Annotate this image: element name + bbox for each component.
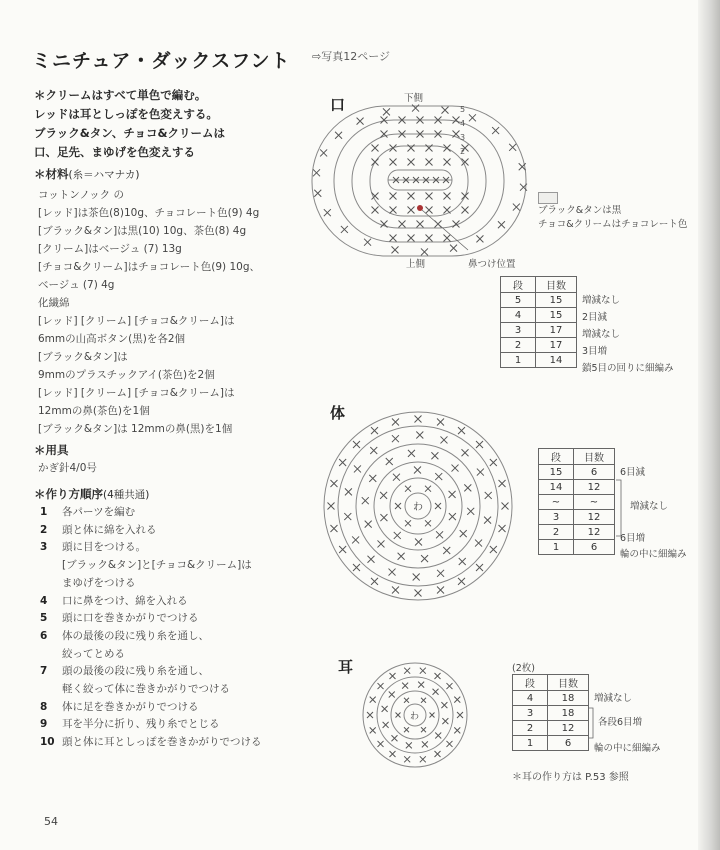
step-row: 1 各パーツを編む xyxy=(40,506,136,518)
material-line: [ブラック&タン]は xyxy=(38,351,128,363)
body-stitch-diagram xyxy=(318,408,518,608)
table-row: 5 15 xyxy=(501,293,577,308)
round-mark-2: 2 xyxy=(460,147,466,156)
stitch-x xyxy=(457,712,463,718)
stitch-x xyxy=(440,436,447,443)
stitch-x xyxy=(435,503,441,509)
stitch-x xyxy=(443,547,450,554)
stitch-x xyxy=(458,427,465,434)
stitch-x xyxy=(452,465,459,472)
stitch-x xyxy=(462,449,469,456)
stitch-x xyxy=(330,480,337,487)
mouth-note-5: 増減なし xyxy=(582,295,621,306)
table-row: 2 17 xyxy=(501,338,577,353)
step-row: 軽く絞って体に巻きかがりでつける xyxy=(62,683,230,696)
stitch-x xyxy=(499,525,506,532)
stitch-x xyxy=(398,553,405,560)
stitch-x xyxy=(444,207,451,214)
body-bracket xyxy=(616,478,626,538)
stitch-x xyxy=(390,145,397,152)
ear-bracket xyxy=(588,706,598,740)
stitch-x xyxy=(421,727,426,732)
stitch-x xyxy=(441,702,447,708)
material-line: [クリーム]はベージュ (7) 13g xyxy=(38,243,182,255)
body-magic-ring: わ xyxy=(413,502,423,513)
stitch-x xyxy=(372,145,379,152)
stitch-x xyxy=(377,540,384,547)
stitch-x xyxy=(433,689,439,695)
stitch-x xyxy=(371,427,378,434)
step-row: 絞ってとめる xyxy=(62,647,125,660)
mouth-bottom-side: 上側 xyxy=(406,259,426,270)
photo-page-reference: ⇨写真12ページ xyxy=(312,50,390,63)
stitch-x xyxy=(513,204,520,211)
stitch-x xyxy=(430,713,435,718)
stitch-x xyxy=(415,416,422,423)
step-row: 6 体の最後の段に残り糸を通し、 xyxy=(40,629,209,642)
stitch-x xyxy=(464,484,471,491)
ear-footnote: ＊耳の作り方は P.53 参照 xyxy=(512,772,629,783)
stitch-x xyxy=(408,159,415,166)
stitch-x xyxy=(492,127,499,134)
stitch-x xyxy=(389,691,395,697)
stitch-x xyxy=(509,144,516,151)
tools-value: かぎ針4/0号 xyxy=(38,462,97,474)
body-note-decrease: 6目減 xyxy=(620,467,646,478)
step-row: 10 頭と体に耳としっぽを巻きかがりでつける xyxy=(40,736,262,749)
stitch-x xyxy=(313,169,320,176)
round-mark-4: 4 xyxy=(460,119,466,128)
color-legend: ブラック&タンは黒 チョコ&クリームはチョコレート色 xyxy=(538,205,688,230)
stitch-x xyxy=(421,555,428,562)
stitch-x xyxy=(378,741,384,747)
stitch-x xyxy=(391,246,398,253)
note-line: 口、足先、まゆげを色変えする xyxy=(34,145,195,159)
stitch-x xyxy=(469,114,476,121)
step-row: 5 頭に口を巻きかがりでつける xyxy=(40,612,199,625)
stitch-x xyxy=(421,698,426,703)
material-line: ベージュ (7) 4g xyxy=(38,279,115,291)
stitch-x xyxy=(369,475,376,482)
nose-position-label: 鼻つけ位置 xyxy=(468,259,516,270)
stitch-x xyxy=(467,508,474,515)
book-spine-shadow xyxy=(698,0,720,850)
stitch-x xyxy=(408,235,415,242)
materials-heading: ＊材料(糸＝ハマナカ) xyxy=(34,167,140,181)
stitch-x xyxy=(404,668,410,674)
ear-count: (2枚) xyxy=(512,663,535,674)
stitch-x xyxy=(405,486,411,492)
body-note-ring: 輪の中に細編み xyxy=(620,549,687,560)
stitch-x xyxy=(352,536,359,543)
stitch-x xyxy=(476,235,483,242)
stitch-x xyxy=(415,538,422,545)
stitch-x xyxy=(442,107,449,114)
stitch-x xyxy=(425,520,431,526)
ear-magic-ring: わ xyxy=(410,712,420,722)
stitch-x xyxy=(453,117,460,124)
stitch-x xyxy=(484,517,491,524)
stitch-x xyxy=(431,452,438,459)
step-row: 9 耳を半分に折り、残り糸でとじる xyxy=(40,718,220,731)
color-legend-swatch xyxy=(538,192,558,204)
material-line: 9mmのプラスチックアイ(茶色)を2個 xyxy=(38,369,215,381)
stitch-x xyxy=(435,751,441,757)
stitch-x xyxy=(444,159,451,166)
material-line: [レッド] [クリーム] [チョコ&クリーム]は xyxy=(38,387,235,399)
stitch-x xyxy=(437,570,444,577)
stitch-x xyxy=(502,503,509,510)
stitch-x xyxy=(422,741,428,747)
material-line: 化繊綿 xyxy=(38,297,70,309)
ear-note-increase: 各段6目増 xyxy=(598,717,643,728)
stitch-x xyxy=(367,556,374,563)
stitch-x xyxy=(390,207,397,214)
stitch-x xyxy=(328,503,335,510)
table-row: 3 12 xyxy=(539,510,615,525)
table-row: 15 6 xyxy=(539,465,615,480)
stitch-x xyxy=(490,546,497,553)
round-mark-5: 5 xyxy=(460,105,466,114)
tools-heading: ＊用具 xyxy=(34,443,69,457)
stitch-x xyxy=(330,525,337,532)
stitch-x xyxy=(370,447,377,454)
body-round-table xyxy=(538,448,615,555)
steps-list xyxy=(40,504,262,752)
stitch-x xyxy=(391,735,397,741)
stitch-x xyxy=(371,578,378,585)
stitch-x xyxy=(450,245,457,252)
stitch-x xyxy=(372,159,379,166)
mouth-note-2: 3目増 xyxy=(582,346,608,357)
stitch-x xyxy=(416,432,423,439)
page-title: ミニチュア・ダックスフント xyxy=(32,50,291,72)
stitch-x xyxy=(404,698,409,703)
stitch-x xyxy=(446,683,452,689)
stitch-x xyxy=(421,248,428,255)
step-row: 4 口に鼻をつけ、綿を入れる xyxy=(40,594,188,607)
table-row: 3 17 xyxy=(501,323,577,338)
material-line: [レッド]は茶色(8)10g、チョコレート色(9) 4g xyxy=(38,207,260,219)
material-line: 12mmの鼻(茶色)を1個 xyxy=(38,405,150,417)
stitch-x xyxy=(435,733,441,739)
stitch-x xyxy=(365,521,372,528)
stitch-x xyxy=(475,540,482,547)
stitch-x xyxy=(426,159,433,166)
step-row: 7 頭の最後の段に残り糸を通し、 xyxy=(40,665,209,678)
stitch-x xyxy=(339,459,346,466)
round-mark-3: 3 xyxy=(460,133,466,142)
stitch-x xyxy=(426,235,433,242)
mouth-note-3: 増減なし xyxy=(582,329,621,340)
stitch-x xyxy=(362,497,369,504)
mouth-round-table xyxy=(500,276,577,368)
stitch-x xyxy=(390,193,397,200)
materials-list xyxy=(38,186,260,438)
material-line: [レッド] [クリーム] [チョコ&クリーム]は xyxy=(38,315,235,327)
ear-note-ring: 輪の中に細編み xyxy=(594,743,661,754)
stitch-x xyxy=(353,564,360,571)
stitch-x xyxy=(435,673,441,679)
stitch-x xyxy=(380,514,387,521)
stitch-x xyxy=(498,221,505,228)
stitch-x xyxy=(454,727,460,733)
body-note-nochange: 増減なし xyxy=(630,501,669,512)
stitch-x xyxy=(393,474,400,481)
material-line: コットンノック の xyxy=(38,189,124,201)
mouth-stitch-diagram xyxy=(300,100,540,260)
stitch-x xyxy=(420,756,426,762)
stitch-x xyxy=(458,578,465,585)
ear-round-table xyxy=(512,674,589,751)
stitch-x xyxy=(405,520,411,526)
body-note-increase: 6目増 xyxy=(620,533,646,544)
stitch-x xyxy=(392,587,399,594)
stitch-x xyxy=(335,132,342,139)
stitch-x xyxy=(436,531,443,538)
material-line: [チョコ&クリーム]はチョコレート色(9) 10g、 xyxy=(38,261,260,273)
stitch-x xyxy=(341,226,348,233)
table-row: 1 14 xyxy=(501,353,577,368)
stitch-x xyxy=(390,159,397,166)
stitch-x xyxy=(446,741,452,747)
stitch-x xyxy=(390,235,397,242)
stitch-x xyxy=(414,467,421,474)
stitch-x xyxy=(380,492,387,499)
table-row: 4 18 xyxy=(513,691,589,706)
stitch-x xyxy=(499,480,506,487)
stitch-x xyxy=(392,418,399,425)
stitch-x xyxy=(444,193,451,200)
stitch-x xyxy=(437,587,444,594)
ear-stitch-diagram xyxy=(360,660,470,770)
stitch-x xyxy=(357,118,364,125)
stitch-x xyxy=(418,682,424,688)
table-row: 2 12 xyxy=(539,525,615,540)
stitch-x xyxy=(454,697,460,703)
step-row: 3 頭に目をつける。 xyxy=(40,541,146,554)
ear-label: 耳 xyxy=(338,658,354,676)
stitch-x xyxy=(406,742,412,748)
stitch-x xyxy=(404,756,410,762)
table-header-row: 段 目数 xyxy=(513,675,589,691)
mouth-top-side: 下側 xyxy=(404,93,424,104)
ear-note-nochange: 増減なし xyxy=(594,693,633,704)
step-row: まゆげをつける xyxy=(62,576,136,589)
page-number: 54 xyxy=(44,815,58,828)
stitch-x xyxy=(408,193,415,200)
table-row: 2 12 xyxy=(513,721,589,736)
stitch-x xyxy=(345,488,352,495)
stitch-x xyxy=(389,569,396,576)
stitch-x xyxy=(324,209,331,216)
stitch-x xyxy=(392,435,399,442)
stitch-x xyxy=(370,697,376,703)
stitch-x xyxy=(460,530,467,537)
stitch-x xyxy=(370,727,376,733)
stitch-x xyxy=(476,564,483,571)
stitch-x xyxy=(435,473,442,480)
stitch-x xyxy=(459,558,466,565)
stitch-x xyxy=(408,207,415,214)
stitch-x xyxy=(353,441,360,448)
table-row: ~ ~ xyxy=(539,495,615,510)
color-notes xyxy=(34,86,225,162)
stitch-x xyxy=(476,441,483,448)
mouth-label: 口 xyxy=(330,96,346,114)
stitch-x xyxy=(344,513,351,520)
stitch-x xyxy=(477,469,484,476)
material-line: 6mmの山高ボタン(黒)を各2個 xyxy=(38,333,186,345)
stitch-x xyxy=(490,459,497,466)
stitch-x xyxy=(426,193,433,200)
stitch-x xyxy=(382,706,388,712)
stitch-x xyxy=(378,683,384,689)
stitch-x xyxy=(364,239,371,246)
step-row: [ブラック&タン]と[チョコ&クリーム]は xyxy=(62,559,252,572)
stitch-x xyxy=(462,207,469,214)
stitch-x xyxy=(413,573,420,580)
stitch-x xyxy=(354,465,361,472)
stitch-x xyxy=(394,532,401,539)
stitch-x xyxy=(485,492,492,499)
stitch-x xyxy=(390,673,396,679)
stitch-x xyxy=(437,418,444,425)
table-row: 4 15 xyxy=(501,308,577,323)
body-label: 体 xyxy=(330,404,346,422)
stitch-x xyxy=(425,486,431,492)
stitch-x xyxy=(320,149,327,156)
table-header-row: 段 目数 xyxy=(539,449,615,465)
stitch-x xyxy=(383,108,390,115)
stitch-x xyxy=(420,668,426,674)
stitch-x xyxy=(404,727,409,732)
stitch-x xyxy=(415,590,422,597)
stitch-x xyxy=(372,207,379,214)
stitch-x xyxy=(417,221,424,228)
note-line: ブラック&タン、チョコ&クリームは xyxy=(34,126,226,140)
stitch-x xyxy=(339,546,346,553)
mouth-note-4: 2目減 xyxy=(582,312,608,323)
mouth-note-1: 鎖5目の回りに細編み xyxy=(582,363,674,374)
note-line: ＊クリームはすべて単色で編む。 xyxy=(34,88,207,102)
stitch-x xyxy=(399,221,406,228)
stitch-x xyxy=(449,513,456,520)
table-row: 1 6 xyxy=(539,540,615,555)
stitch-x xyxy=(462,193,469,200)
material-line: [ブラック&タン]は黒(10) 10g、茶色(8) 4g xyxy=(38,225,247,237)
stitch-x xyxy=(314,190,321,197)
steps-heading: ＊作り方順序(4種共通) xyxy=(34,487,150,501)
step-row: 2 頭と体に綿を入れる xyxy=(40,523,157,536)
material-line: [ブラック&タン]は 12mmの鼻(黒)を1個 xyxy=(38,423,233,435)
stitch-x xyxy=(395,503,401,509)
table-row: 3 18 xyxy=(513,706,589,721)
table-header-row: 段 目数 xyxy=(501,277,577,293)
stitch-x xyxy=(442,718,448,724)
stitch-x xyxy=(444,235,451,242)
note-line: レッドは耳としっぽを色変えする。 xyxy=(34,107,218,121)
stitch-x xyxy=(426,207,433,214)
stitch-x xyxy=(383,722,389,728)
stitch-x xyxy=(390,751,396,757)
stitch-x xyxy=(386,458,393,465)
table-row: 14 12 xyxy=(539,480,615,495)
stitch-x xyxy=(396,713,401,718)
table-row: 1 6 xyxy=(513,736,589,751)
stitch-x xyxy=(402,683,408,689)
stitch-x xyxy=(367,712,373,718)
step-row: 8 体に足を巻きかがりでつける xyxy=(40,700,199,713)
stitch-x xyxy=(449,491,456,498)
stitch-x xyxy=(408,450,415,457)
